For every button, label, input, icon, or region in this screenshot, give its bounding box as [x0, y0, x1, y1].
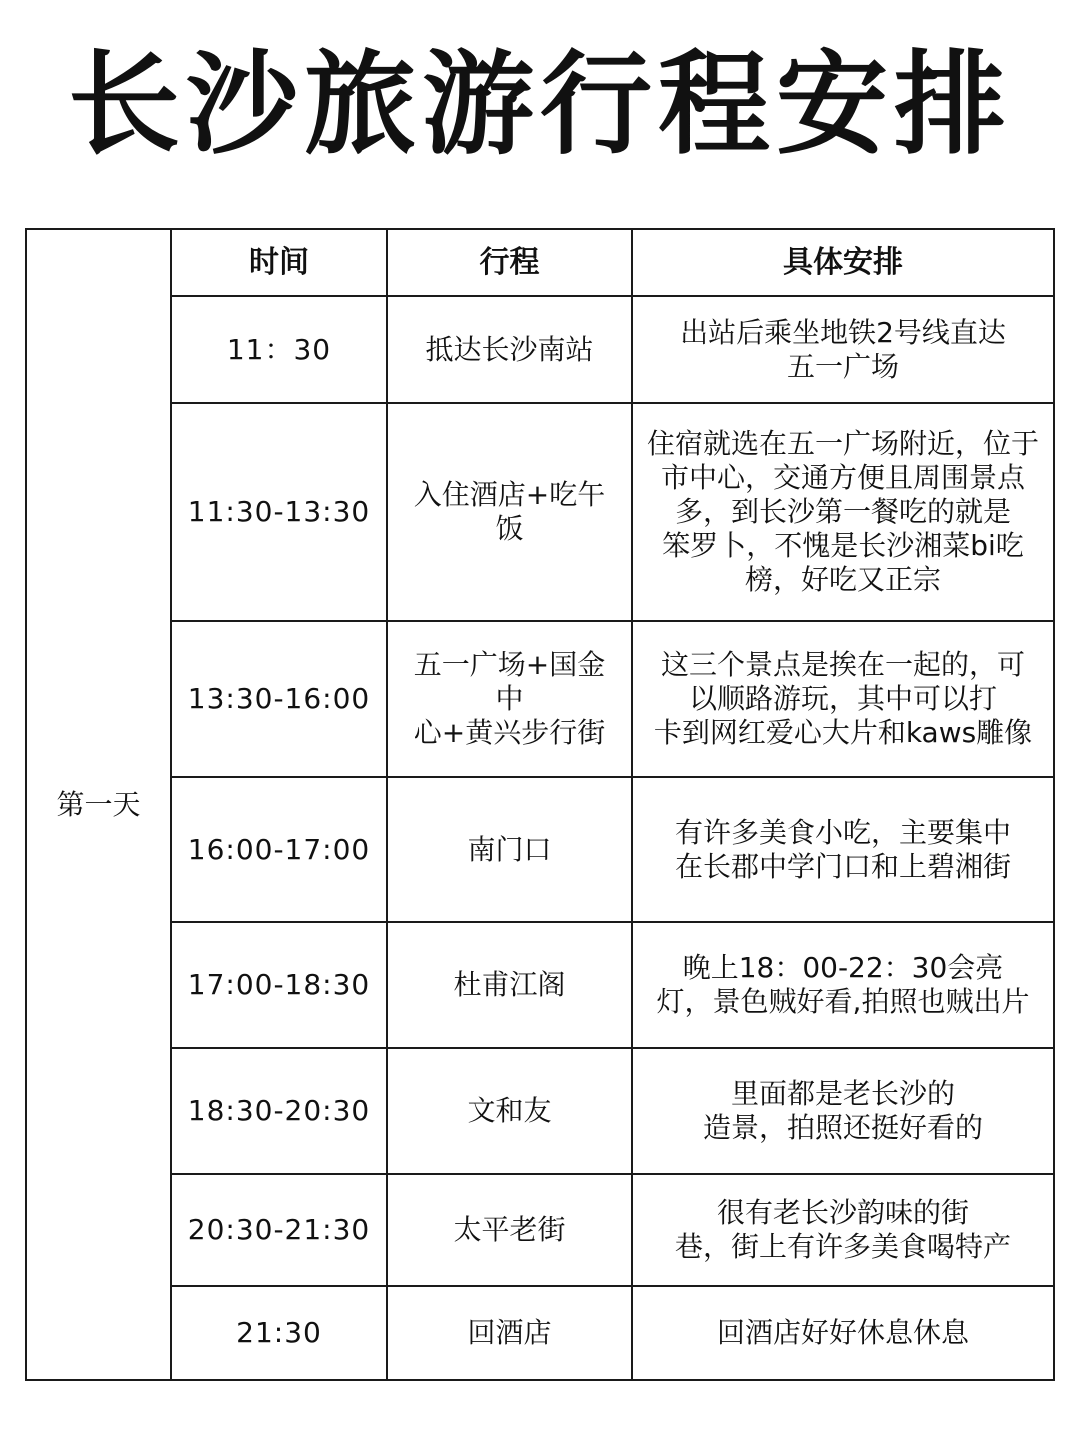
detail-cell: 住宿就选在五一广场附近，位于 市中心，交通方便且周围景点 多，到长沙第一餐吃的就是 笨罗卜，不愧是长沙湘菜bi吃 榜，好吃又正宗	[632, 403, 1054, 621]
time-cell: 20:30-21:30	[171, 1174, 387, 1286]
page-title: 长沙旅游行程安排	[68, 40, 1012, 170]
detail-cell: 有许多美食小吃，主要集中 在长郡中学门口和上碧湘街	[632, 777, 1054, 922]
time-cell: 21:30	[171, 1286, 387, 1380]
trip-cell: 杜甫江阁	[387, 922, 632, 1048]
trip-cell: 太平老街	[387, 1174, 632, 1286]
trip-cell: 回酒店	[387, 1286, 632, 1380]
trip-cell: 南门口	[387, 777, 632, 922]
detail-cell: 里面都是老长沙的 造景，拍照还挺好看的	[632, 1048, 1054, 1174]
time-cell: 13:30-16:00	[171, 621, 387, 777]
header-trip: 行程	[387, 229, 632, 296]
detail-cell: 晚上18：00-22：30会亮 灯，景色贼好看,拍照也贼出片	[632, 922, 1054, 1048]
time-cell: 17:00-18:30	[171, 922, 387, 1048]
detail-cell: 出站后乘坐地铁2号线直达 五一广场	[632, 296, 1054, 403]
trip-cell: 五一广场+国金中 心+黄兴步行街	[387, 621, 632, 777]
detail-cell: 回酒店好好休息休息	[632, 1286, 1054, 1380]
detail-cell: 这三个景点是挨在一起的，可 以顺路游玩，其中可以打 卡到网红爱心大片和kaws雕像	[632, 621, 1054, 777]
table-row	[26, 777, 1054, 922]
time-cell: 11：30	[171, 296, 387, 403]
table-row	[26, 1286, 1054, 1380]
itinerary-table	[25, 228, 1055, 1381]
detail-cell: 很有老长沙韵味的街 巷，街上有许多美食喝特产	[632, 1174, 1054, 1286]
time-cell: 16:00-17:00	[171, 777, 387, 922]
table-row	[26, 922, 1054, 1048]
trip-cell: 文和友	[387, 1048, 632, 1174]
table-row	[26, 621, 1054, 777]
header-time: 时间	[171, 229, 387, 296]
time-cell: 11:30-13:30	[171, 403, 387, 621]
header-detail: 具体安排	[632, 229, 1054, 296]
day-cell: 第一天	[26, 229, 171, 1380]
table-row	[26, 1048, 1054, 1174]
table-header-row	[26, 229, 1054, 296]
table-row	[26, 296, 1054, 403]
trip-cell: 抵达长沙南站	[387, 296, 632, 403]
table-row	[26, 403, 1054, 621]
trip-cell: 入住酒店+吃午饭	[387, 403, 632, 621]
time-cell: 18:30-20:30	[171, 1048, 387, 1174]
table-row	[26, 1174, 1054, 1286]
